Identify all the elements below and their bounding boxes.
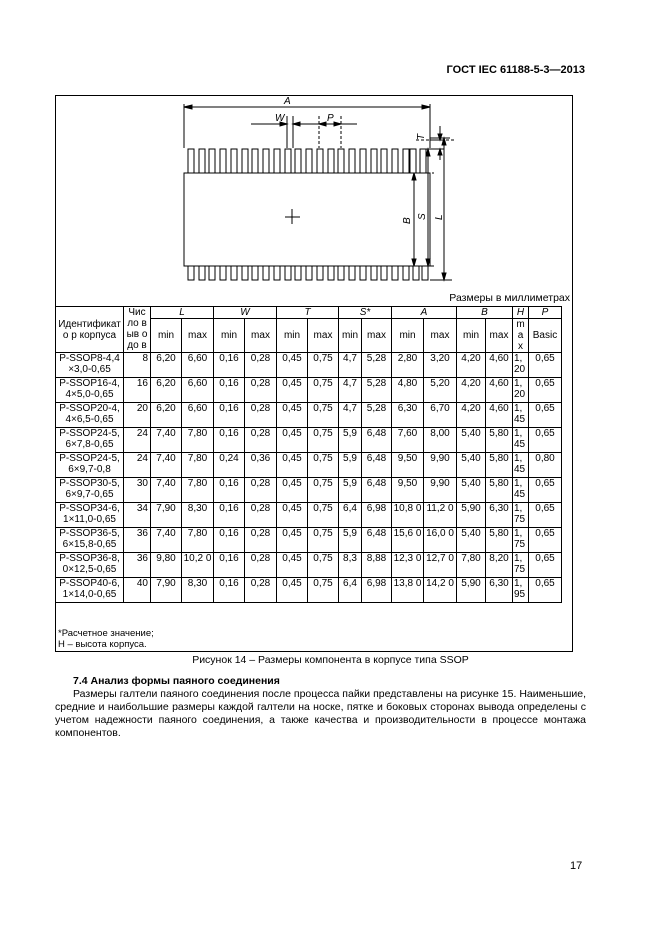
table-cell: 4,20 (457, 403, 486, 428)
cell-identifier: P-SSOP30-5,6×9,7-0,65 (56, 478, 124, 503)
table-cell: 14,2 0 (424, 578, 457, 603)
table-cell: 6,30 (392, 403, 424, 428)
dim-label-a: A (284, 96, 291, 107)
table-cell: 7,40 (151, 428, 182, 453)
table-cell: 0,65 (529, 503, 562, 528)
sub-min: min (339, 319, 362, 353)
table-cell: 6,30 (486, 503, 513, 528)
table-cell: 1, 45 (513, 453, 529, 478)
table-cell: 6,30 (486, 578, 513, 603)
table-cell: 1, 95 (513, 578, 529, 603)
units-note: Размеры в миллиметрах (449, 292, 570, 304)
table-cell: 9,50 (392, 453, 424, 478)
sub-max: max (308, 319, 339, 353)
table-cell: 16 (124, 378, 151, 403)
table-cell: 30 (124, 478, 151, 503)
table-cell: 5,80 (486, 478, 513, 503)
table-cell: 0,65 (529, 378, 562, 403)
header-l: L (151, 307, 214, 319)
table-cell: 0,28 (245, 578, 277, 603)
table-row (56, 428, 562, 453)
table-cell: 0,16 (214, 553, 245, 578)
table-cell: 5,90 (457, 503, 486, 528)
note-height (58, 639, 154, 650)
table-row (56, 403, 562, 428)
table-cell: 8,00 (424, 428, 457, 453)
table-cell: 0,65 (529, 553, 562, 578)
table-cell: 0,45 (277, 428, 308, 453)
cell-identifier: P-SSOP40-6,1×14,0-0,65 (56, 578, 124, 603)
table-cell: 4,20 (457, 353, 486, 378)
table-row (56, 578, 562, 603)
table-cell: 0,80 (529, 453, 562, 478)
dim-label-b: B (402, 217, 413, 224)
table-cell: 0,45 (277, 553, 308, 578)
table-cell: 0,16 (214, 578, 245, 603)
table-cell: 6,60 (182, 378, 214, 403)
table-cell: 0,45 (277, 453, 308, 478)
table-cell: 1, 20 (513, 378, 529, 403)
cell-identifier: P-SSOP34-6,1×11,0-0,65 (56, 503, 124, 528)
table-cell: 0,24 (214, 453, 245, 478)
table-cell: 0,36 (245, 453, 277, 478)
table-cell: 0,16 (214, 478, 245, 503)
table-cell: 6,20 (151, 403, 182, 428)
table-cell: 0,45 (277, 478, 308, 503)
table-cell: 9,90 (424, 478, 457, 503)
table-row (56, 353, 562, 378)
table-cell: 0,28 (245, 478, 277, 503)
table-cell: 6,48 (362, 528, 392, 553)
table-cell: 1, 75 (513, 553, 529, 578)
table-cell: 6,48 (362, 428, 392, 453)
dim-label-t: T (416, 133, 427, 140)
table-cell: 0,28 (245, 553, 277, 578)
dim-label-p: P (327, 113, 334, 124)
dim-label-s: S (417, 213, 428, 220)
document-header: ГОСТ IEC 61188-5-3—2013 (446, 64, 585, 76)
table-cell: 0,75 (308, 478, 339, 503)
table-cell: 0,16 (214, 428, 245, 453)
table-cell: 36 (124, 553, 151, 578)
table-cell: 7,80 (182, 528, 214, 553)
table-cell: 0,16 (214, 353, 245, 378)
note-height-text: H – высота корпуса. (58, 639, 147, 650)
header-b: B (457, 307, 513, 319)
table-cell: 7,80 (182, 453, 214, 478)
table-cell: 6,48 (362, 478, 392, 503)
table-cell: 4,60 (486, 378, 513, 403)
table-cell: 24 (124, 428, 151, 453)
table-cell: 0,75 (308, 528, 339, 553)
table-cell: 1, 75 (513, 503, 529, 528)
table-cell: 40 (124, 578, 151, 603)
table-cell: 5,9 (339, 528, 362, 553)
table-cell: 1, 20 (513, 353, 529, 378)
table-cell: 4,20 (457, 378, 486, 403)
table-cell: 6,20 (151, 378, 182, 403)
table-row (56, 378, 562, 403)
table-cell: 5,9 (339, 478, 362, 503)
table-cell: 7,40 (151, 453, 182, 478)
table-cell: 0,16 (214, 403, 245, 428)
table-row (56, 478, 562, 503)
table-cell: 5,9 (339, 428, 362, 453)
table-cell: 0,28 (245, 528, 277, 553)
figure-frame (55, 95, 573, 652)
table-cell: 6,98 (362, 578, 392, 603)
cell-identifier: P-SSOP36-8,0×12,5-0,65 (56, 553, 124, 578)
table-cell: 10,8 0 (392, 503, 424, 528)
table-cell: 6,70 (424, 403, 457, 428)
table-cell: 0,45 (277, 353, 308, 378)
header-a: A (392, 307, 457, 319)
table-cell: 0,16 (214, 528, 245, 553)
table-cell: 5,80 (486, 453, 513, 478)
table-cell: 4,60 (486, 403, 513, 428)
table-cell: 0,45 (277, 528, 308, 553)
table-cell: 0,65 (529, 403, 562, 428)
table-cell: 0,75 (308, 353, 339, 378)
table-cell: 10,2 0 (182, 553, 214, 578)
table-cell: 12,3 0 (392, 553, 424, 578)
table-cell: 6,48 (362, 453, 392, 478)
table-header-row (56, 307, 562, 319)
figure-caption: Рисунок 14 – Размеры компонента в корпусе типа SSOP (192, 654, 469, 666)
sub-min: min (277, 319, 308, 353)
table-cell: 0,75 (308, 553, 339, 578)
sub-min: min (457, 319, 486, 353)
table-cell: 4,80 (392, 378, 424, 403)
table-cell: 7,40 (151, 478, 182, 503)
table-cell: 0,65 (529, 353, 562, 378)
table-cell: 4,60 (486, 353, 513, 378)
table-cell: 3,20 (424, 353, 457, 378)
table-cell: 5,9 (339, 453, 362, 478)
table-cell: 0,75 (308, 378, 339, 403)
table-cell: 0,45 (277, 503, 308, 528)
bottom-leads (188, 266, 428, 280)
sub-min: min (392, 319, 424, 353)
table-cell: 0,75 (308, 403, 339, 428)
table-cell: 7,90 (151, 578, 182, 603)
sub-min: min (214, 319, 245, 353)
cell-identifier: P-SSOP24-5,6×9,7-0,8 (56, 453, 124, 478)
table-cell: 6,20 (151, 353, 182, 378)
table-cell: 9,50 (392, 478, 424, 503)
table-cell: 12,7 0 (424, 553, 457, 578)
table-cell: 6,4 (339, 503, 362, 528)
table-cell: 0,16 (214, 503, 245, 528)
table-cell: 5,80 (486, 528, 513, 553)
header-t: T (277, 307, 339, 319)
table-cell: 5,20 (424, 378, 457, 403)
table-cell: 0,28 (245, 378, 277, 403)
dim-label-w: W (275, 113, 285, 124)
table-cell: 4,7 (339, 403, 362, 428)
top-leads (188, 149, 426, 173)
table-cell: 6,60 (182, 353, 214, 378)
section-paragraph (55, 688, 586, 740)
table-cell: 1, 45 (513, 478, 529, 503)
table-cell: 1, 45 (513, 403, 529, 428)
table-cell: 7,60 (392, 428, 424, 453)
cell-identifier: P-SSOP20-4,4×6,5-0,65 (56, 403, 124, 428)
table-cell: 5,80 (486, 428, 513, 453)
dim-label-l: L (434, 214, 445, 220)
table-cell: 0,28 (245, 503, 277, 528)
sub-max: max (245, 319, 277, 353)
table-cell: 0,65 (529, 578, 562, 603)
table-cell: 36 (124, 528, 151, 553)
table-cell: 5,40 (457, 453, 486, 478)
table-cell: 0,65 (529, 428, 562, 453)
table-cell: 0,45 (277, 578, 308, 603)
cell-identifier: P-SSOP24-5,6×7,8-0,65 (56, 428, 124, 453)
section-title: 7.4 Анализ формы паяного соединения (73, 675, 280, 687)
table-cell: 6,98 (362, 503, 392, 528)
table-cell: 7,40 (151, 528, 182, 553)
note-calculated: *Расчетное значение; (58, 628, 154, 639)
table-cell: 8,30 (182, 503, 214, 528)
table-cell: 7,90 (151, 503, 182, 528)
table-cell: 8,88 (362, 553, 392, 578)
table-cell: 34 (124, 503, 151, 528)
table-cell: 9,90 (424, 453, 457, 478)
sub-max: max (182, 319, 214, 353)
sub-h-max: ma x (513, 319, 529, 353)
table-cell: 5,40 (457, 478, 486, 503)
table-cell: 16,0 0 (424, 528, 457, 553)
table-cell: 0,45 (277, 378, 308, 403)
table-cell: 6,60 (182, 403, 214, 428)
table-cell: 0,75 (308, 578, 339, 603)
cell-identifier: P-SSOP36-5,6×15,8-0,65 (56, 528, 124, 553)
sub-max: max (424, 319, 457, 353)
table-row (56, 503, 562, 528)
package-drawing (56, 96, 572, 306)
table-cell: 7,80 (182, 428, 214, 453)
header-w: W (214, 307, 277, 319)
sub-max: max (486, 319, 513, 353)
table-cell: 5,40 (457, 428, 486, 453)
table-cell: 5,28 (362, 353, 392, 378)
table-cell: 0,28 (245, 428, 277, 453)
table-cell: 2,80 (392, 353, 424, 378)
dimensions-table (55, 306, 562, 603)
table-cell: 1, 75 (513, 528, 529, 553)
table-cell: 8 (124, 353, 151, 378)
sub-min: min (151, 319, 182, 353)
table-cell: 5,90 (457, 578, 486, 603)
table-cell: 11,2 0 (424, 503, 457, 528)
table-notes (56, 628, 154, 650)
table-cell: 8,30 (182, 578, 214, 603)
table-cell: 0,65 (529, 478, 562, 503)
table-cell: 7,80 (457, 553, 486, 578)
table-cell: 6,4 (339, 578, 362, 603)
table-cell: 5,28 (362, 403, 392, 428)
table-cell: 0,75 (308, 503, 339, 528)
table-row (56, 553, 562, 578)
table-cell: 0,65 (529, 528, 562, 553)
table-cell: 0,28 (245, 353, 277, 378)
cell-identifier: P-SSOP8-4,4×3,0-0,65 (56, 353, 124, 378)
header-h: H (513, 307, 529, 319)
table-cell: 4,7 (339, 378, 362, 403)
header-p: P (529, 307, 562, 319)
table-cell: 7,80 (182, 478, 214, 503)
table-cell: 4,7 (339, 353, 362, 378)
table-cell: 13,8 0 (392, 578, 424, 603)
cell-identifier: P-SSOP16-4,4×5,0-0,65 (56, 378, 124, 403)
sub-max: max (362, 319, 392, 353)
header-identifier: Идентификато р корпуса (56, 307, 124, 353)
table-cell: 24 (124, 453, 151, 478)
table-cell: 5,40 (457, 528, 486, 553)
table-cell: 20 (124, 403, 151, 428)
paragraph-text: Размеры галтели паяного соединения после процесса пайки представлены на рисунке 15. Наименьшие, средние и наибольшие размеры каждой галтели на носке, пятке и боковых сторонах вывода определены с учетом надежности паяного соединения, а также качества и производительности в процессе монтажа компонентов. (55, 688, 586, 739)
table-cell: 5,28 (362, 378, 392, 403)
table-cell: 9,80 (151, 553, 182, 578)
table-cell: 8,20 (486, 553, 513, 578)
header-s: S* (339, 307, 392, 319)
table-cell: 0,75 (308, 428, 339, 453)
table-row (56, 453, 562, 478)
table-cell: 0,75 (308, 453, 339, 478)
table-cell: 0,16 (214, 378, 245, 403)
table-row (56, 528, 562, 553)
page-number: 17 (570, 860, 583, 872)
table-cell: 15,6 0 (392, 528, 424, 553)
header-pin-count: Чис ло выв одо в (124, 307, 151, 353)
table-cell: 1, 45 (513, 428, 529, 453)
table-cell: 0,28 (245, 403, 277, 428)
table-cell: 0,45 (277, 403, 308, 428)
table-cell: 8,3 (339, 553, 362, 578)
sub-p-basic: Basic (529, 319, 562, 353)
